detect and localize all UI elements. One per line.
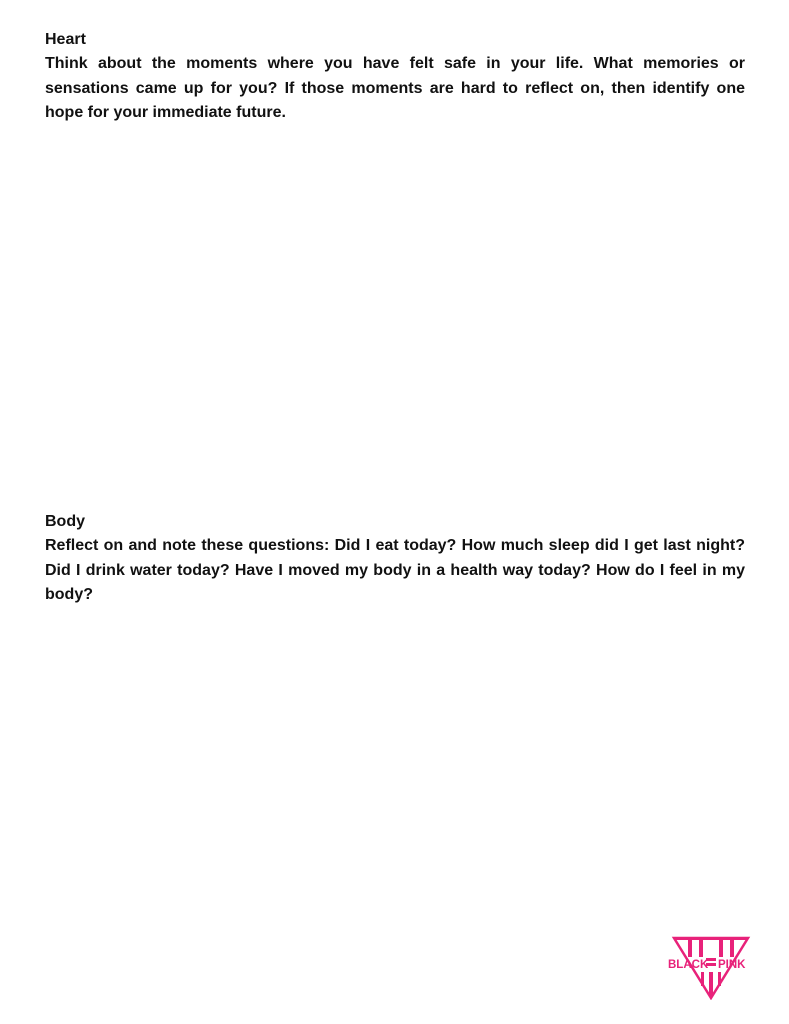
logo-text-left: BLACK: [668, 959, 709, 971]
logo-stripe: [688, 939, 692, 957]
logo-stripe: [718, 972, 721, 986]
logo-stripe: [701, 972, 704, 986]
logo-stripe: [699, 939, 703, 957]
body-section: [45, 512, 745, 608]
logo-stripe: [730, 939, 734, 957]
heart-title: Heart: [45, 31, 86, 48]
heart-section: [45, 30, 745, 126]
body-title: Body: [45, 513, 85, 530]
heart-prompt: Think about the moments where you have felt safe in your life. What memories or sensations came up for you? If those moments are hard to reflect on, then identify one hope for your immediate future.: [45, 55, 745, 121]
logo-stripe: [709, 972, 713, 996]
logo-top-bar: [674, 937, 748, 940]
body-prompt: Reflect on and note these questions: Did I eat today? How much sleep did I get last night? Did I drink water today? Have I moved my body in a health way today? How do I feel in my body?: [45, 537, 745, 603]
logo-stripe: [719, 939, 723, 957]
blackpink-logo-icon: [668, 934, 754, 1000]
logo-text-right: PINK: [718, 959, 746, 971]
